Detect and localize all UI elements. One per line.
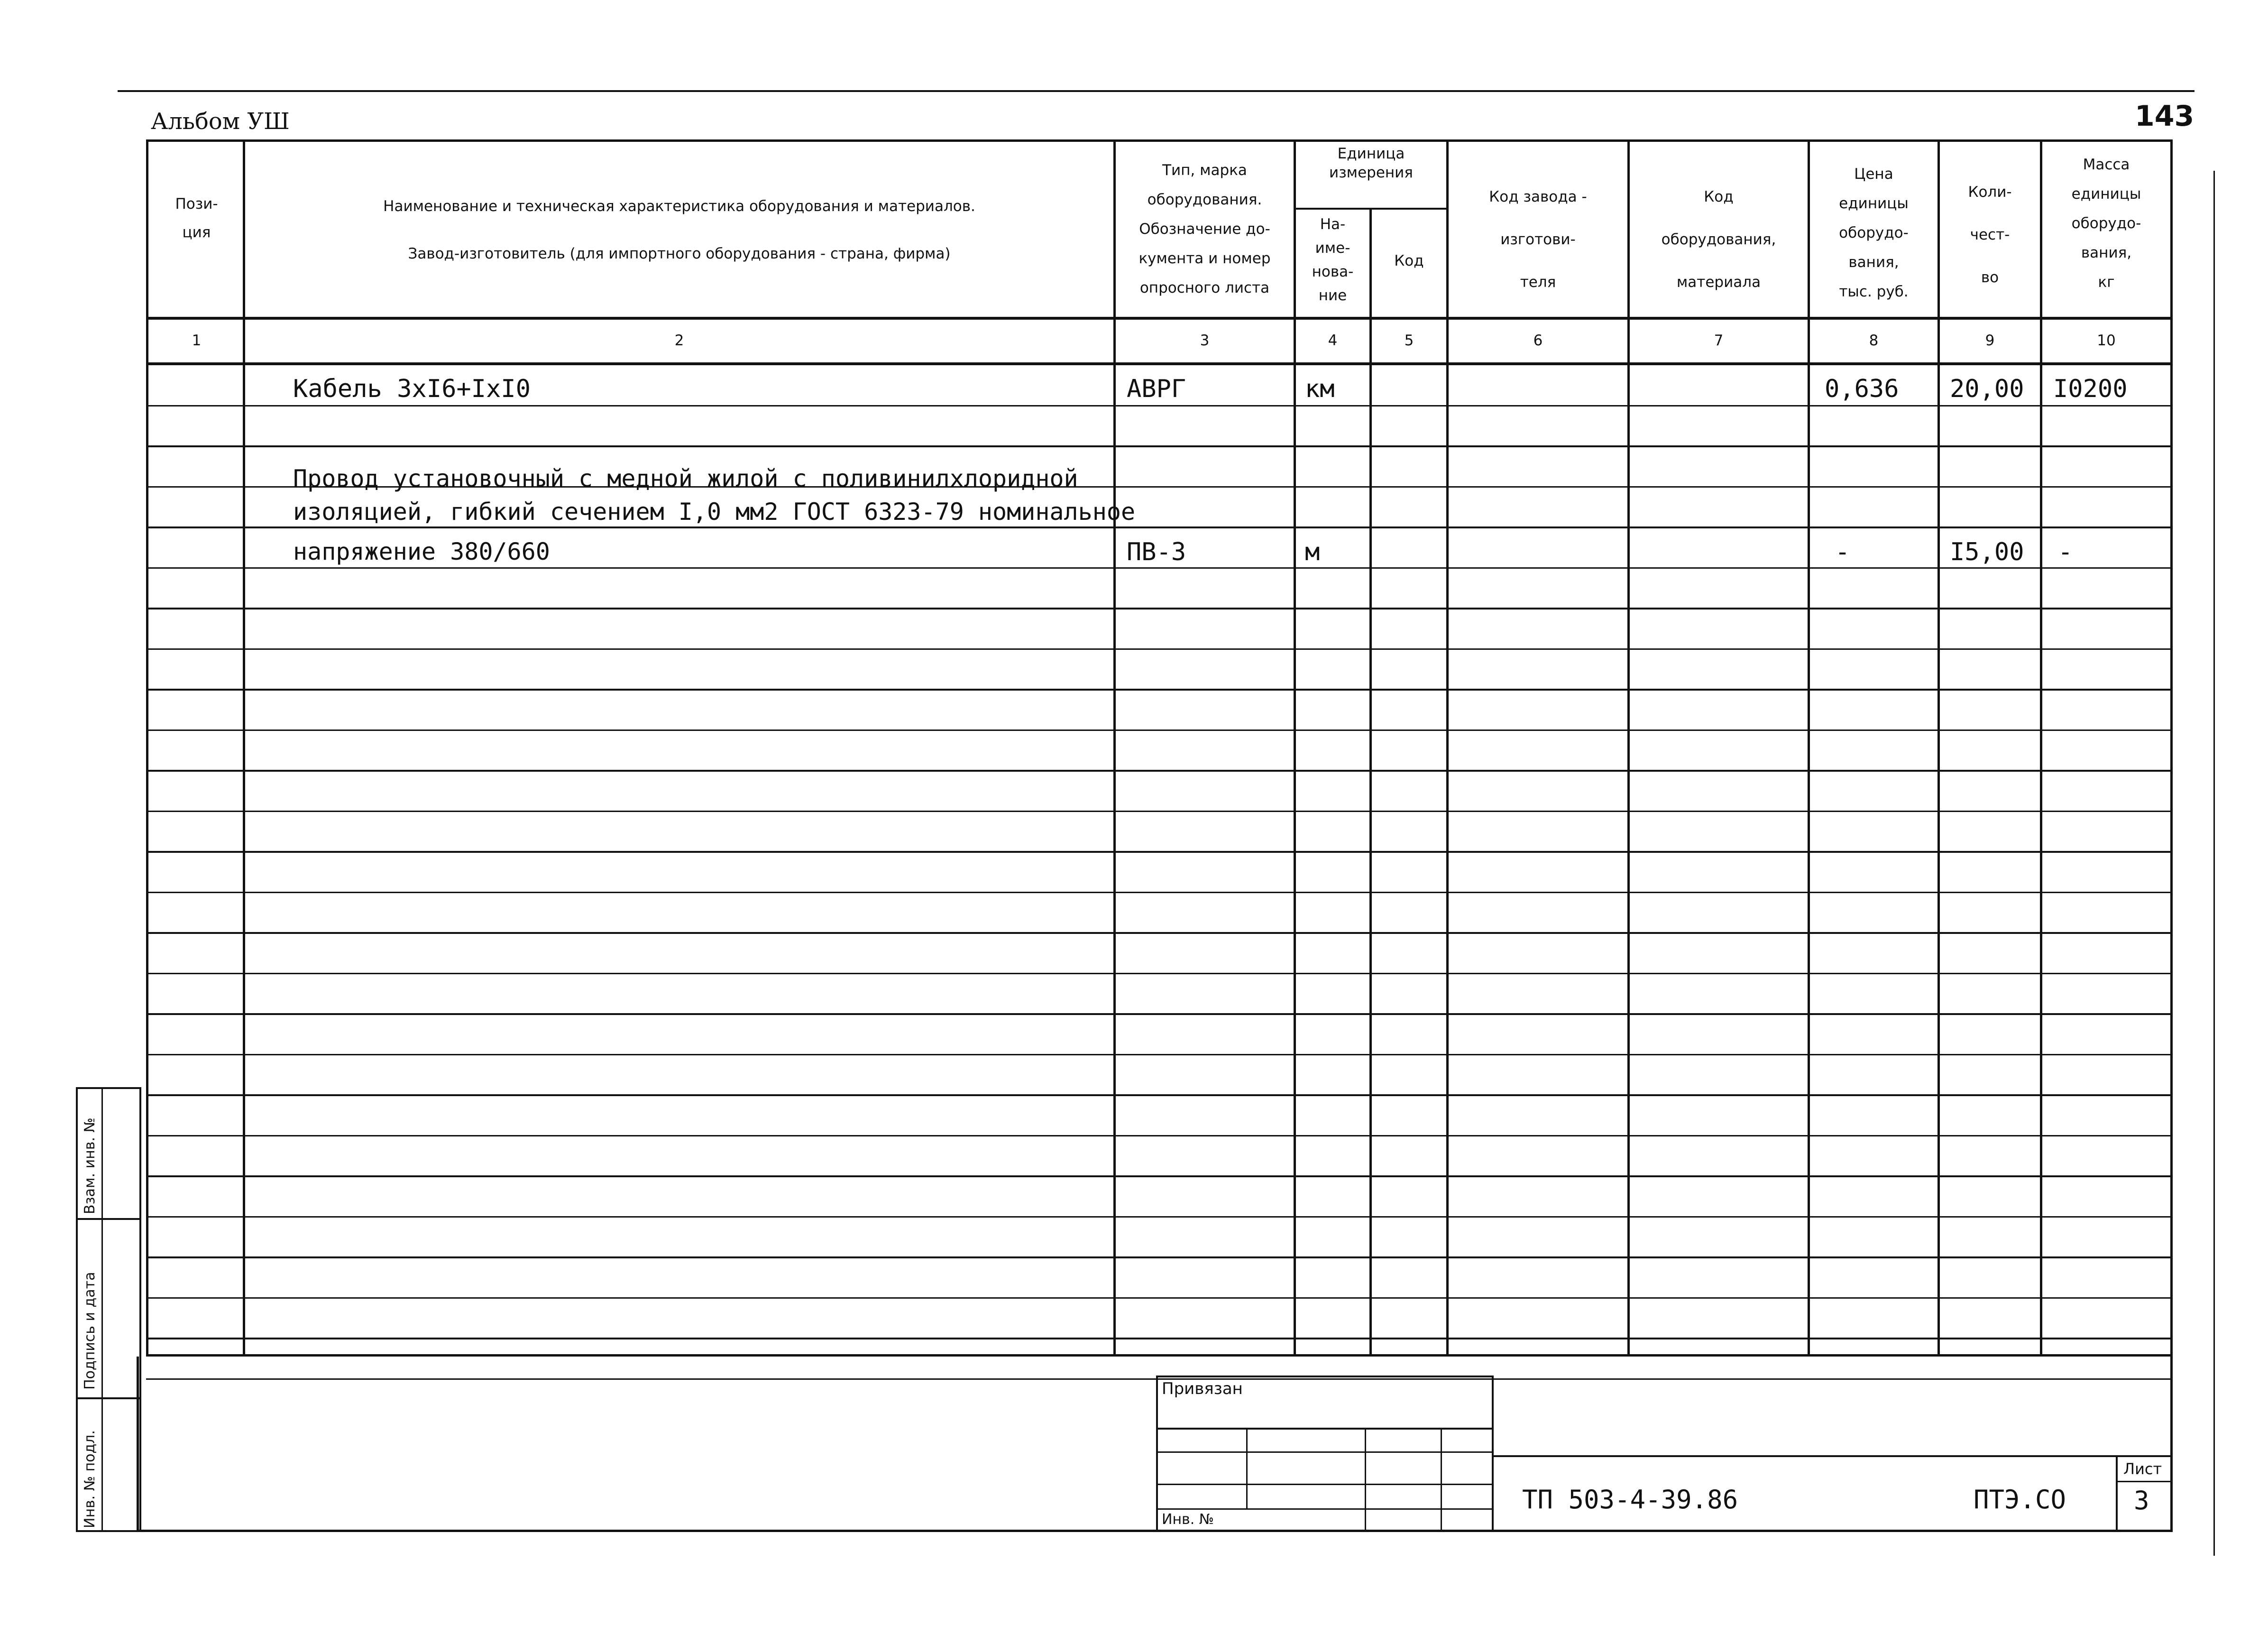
- side-stamp-sep-1: [76, 1218, 141, 1220]
- row2-type: ПВ-3: [1127, 538, 1186, 566]
- header-bottom-line: [146, 317, 2173, 320]
- table-row-line: [146, 648, 2173, 650]
- header-unit-group: Единица измерения: [1329, 145, 1413, 181]
- table-row-line: [146, 1216, 2173, 1218]
- sheet-box-mid: [2116, 1481, 2173, 1482]
- side-vzam: Взам. инв. №: [82, 1117, 98, 1214]
- table-row-line: [146, 445, 2173, 447]
- sheet-top-line: [118, 90, 2195, 92]
- table-row-line: [146, 811, 2173, 812]
- colnum-5: 5: [1404, 332, 1414, 349]
- row1-name: Кабель 3хI6+IхI0: [293, 375, 531, 403]
- table-row-line: [146, 405, 2173, 406]
- privyazan-line-3: [1156, 1484, 1494, 1485]
- side-stamp-sep-2: [76, 1397, 141, 1399]
- colnum-8: 8: [1869, 332, 1879, 349]
- header-mass: Масса единицы оборудо- вания, кг: [2071, 156, 2141, 291]
- bottom-frame: [137, 1357, 2173, 1532]
- colnum-3: 3: [1200, 332, 1210, 349]
- doc-code: ТП 503-4-39.86: [1522, 1485, 1738, 1514]
- table-row-line: [146, 608, 2173, 609]
- table-row-line: [146, 770, 2173, 772]
- header-position: Пози- ция: [175, 195, 218, 241]
- col-line-1: [243, 139, 245, 1357]
- table-row-line: [146, 689, 2173, 691]
- colnum-4: 4: [1328, 332, 1338, 349]
- header-name: Наименование и техническая характеристика оборудования и материалов. Завод-изготовитель (для импортного оборудования - страна, фирма): [383, 198, 975, 262]
- sheet-label: Лист: [2123, 1460, 2162, 1478]
- title-block-top: [1494, 1455, 2173, 1457]
- table-row-line: [146, 526, 2173, 528]
- table-row-line: [146, 932, 2173, 934]
- table-row-line: [146, 1297, 2173, 1299]
- header-factory-code: Код завода - изготови- теля: [1489, 188, 1587, 291]
- header-quantity: Коли- чест- во: [1968, 184, 2012, 286]
- row1-qty: 20,00: [1950, 375, 2024, 403]
- table-row-line: [146, 1338, 2173, 1339]
- privyazan-line-2: [1156, 1451, 1494, 1453]
- row2-mass: -: [2058, 538, 2073, 566]
- colnum-6: 6: [1533, 332, 1543, 349]
- row2-name-line1: Провод установочный с медной жилой с поливинилхлоридной: [293, 465, 1078, 492]
- table-row-line: [146, 1013, 2173, 1015]
- header-unit-name: На- име- нова- ние: [1312, 216, 1354, 304]
- privyazan-line-1: [1156, 1428, 1494, 1430]
- row1-unit: км: [1305, 375, 1335, 403]
- sheet-number: 3: [2134, 1486, 2149, 1515]
- privyazan-label: Привязан: [1162, 1379, 1243, 1398]
- col-line-3: [1294, 139, 1296, 1357]
- page-number: 143: [2135, 100, 2195, 133]
- table-row-line: [146, 1094, 2173, 1096]
- row2-name-line2: изоляцией, гибкий сечением I,0 мм2 ГОСТ 6323-79 номинальное: [293, 498, 1136, 526]
- table-row-line: [146, 1135, 2173, 1136]
- album-label: Альбом УШ: [151, 108, 290, 135]
- spec-table: [146, 139, 2173, 1357]
- table-row-line: [146, 973, 2173, 974]
- row2-qty: I5,00: [1950, 538, 2024, 566]
- table-row-line: [146, 1256, 2173, 1258]
- colnum-bottom-line: [146, 362, 2173, 365]
- table-row-line: [146, 1175, 2173, 1177]
- side-inv-podl: Инв. № подл.: [82, 1430, 98, 1528]
- col-line-6: [1627, 139, 1630, 1357]
- header-price: Цена единицы оборудо- вания, тыс. руб.: [1839, 166, 1909, 300]
- col-line-8: [1937, 139, 1940, 1357]
- inv-label: Инв. №: [1162, 1511, 1214, 1528]
- col-line-7: [1808, 139, 1810, 1357]
- row1-mass: I0200: [2053, 375, 2128, 403]
- side-podpis: Подпись и дата: [82, 1272, 98, 1390]
- header-unit-code: Код: [1394, 252, 1424, 269]
- row2-price: -: [1835, 538, 1850, 566]
- table-row-line: [146, 851, 2173, 853]
- col-line-4: [1369, 209, 1372, 1357]
- col-line-9: [2040, 139, 2042, 1357]
- table-row-line: [146, 729, 2173, 731]
- table-row-line: [146, 892, 2173, 893]
- row2-unit: м: [1305, 538, 1320, 566]
- row2-name-line3: напряжение 380/660: [293, 538, 550, 565]
- table-row-line: [146, 567, 2173, 569]
- unit-group-line: [1294, 208, 1446, 210]
- colnum-10: 10: [2097, 332, 2116, 349]
- privyazan-vline-2: [1365, 1428, 1366, 1532]
- row1-price: 0,636: [1825, 375, 1899, 403]
- sheet-box-left: [2116, 1455, 2118, 1532]
- privyazan-vline-1: [1246, 1428, 1248, 1508]
- row1-type: АВРГ: [1127, 375, 1186, 403]
- colnum-9: 9: [1985, 332, 1995, 349]
- side-stamp-divider: [101, 1087, 103, 1532]
- privyazan-vline-3: [1441, 1428, 1442, 1532]
- colnum-2: 2: [674, 332, 684, 349]
- section-code: ПТЭ.СО: [1974, 1485, 2066, 1514]
- header-type: Тип, марка оборудования. Обозначение до- кумента и номер опросного листа: [1139, 162, 1271, 296]
- privyazan-line-4: [1156, 1508, 1494, 1510]
- sheet-right-line: [2213, 171, 2215, 1556]
- table-row-line: [146, 1054, 2173, 1055]
- col-line-2: [1113, 139, 1116, 1357]
- colnum-1: 1: [192, 332, 202, 349]
- col-line-5: [1446, 139, 1449, 1357]
- header-equipment-code: Код оборудования, материала: [1661, 188, 1776, 291]
- colnum-7: 7: [1714, 332, 1724, 349]
